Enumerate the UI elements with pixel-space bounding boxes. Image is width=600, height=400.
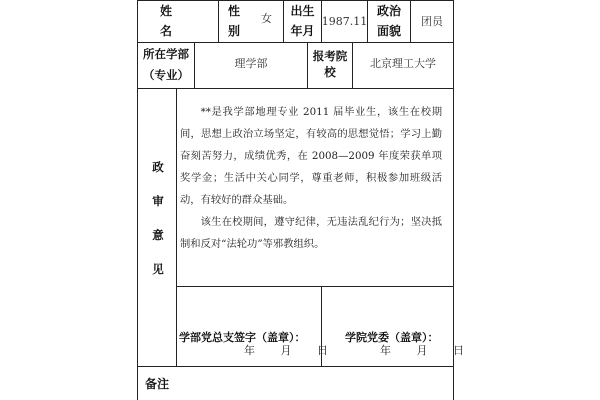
name-value [200,1,218,42]
sign-right-label: 学院党委（盖章）： [345,331,439,344]
remarks-value [177,367,453,400]
dept-label-bottom: （专业） [143,68,189,82]
review-label-divider [176,88,177,366]
gender-label-top: 性 [227,4,240,18]
dept-value: 理学部 [234,57,268,70]
dept-label [138,42,194,88]
birth-label-bottom: 年月 [290,24,315,38]
political-value: 团员 [421,15,443,28]
review-paragraph-2: 该生在校期间，遵守纪律，无违法乱纪行为；坚决抵制和反对“法轮功”等邪教组织。 [180,216,442,250]
gender-value: 女 [261,12,272,25]
review-label-char-4: 见 [152,262,164,276]
review-label [140,150,176,286]
school-value: 北京理工大学 [370,57,436,70]
name-label-bottom: 名 [159,24,172,38]
birth-label [284,0,321,42]
sign-top-line [176,286,453,287]
review-label-char-1: 政 [152,160,164,174]
school-label: 报考院校 [312,49,348,79]
political-label-top: 政治 [376,4,401,18]
row2-bottom-line [137,88,453,89]
birth-label-top: 出生 [290,4,315,18]
name-label-top: 姓 [159,4,172,18]
border-right [453,0,454,400]
sign-left-label: 学部党总支签字（盖章）： [179,331,306,344]
gender-label-bottom: 别 [227,24,240,38]
dept-label-top: 所在学部 [143,47,189,61]
sign-right-date: 年 月 日 [380,344,464,357]
remarks-label: 备注 [144,376,169,391]
birth-value: 1987.11 [321,14,368,28]
gender-label [219,0,249,42]
review-label-char-2: 审 [152,194,164,208]
political-label-bottom: 面貌 [376,24,401,38]
review-text [180,101,442,255]
review-paragraph-1: **是我学部地理专业 2011 届毕业生，该生在校期间，思想上政治立场坚定，有较高的思想觉悟；学习上勤奋刻苦努力，成绩优秀，在 2008—2009 年度荣获单项奖学金；生活中关心同学，尊重老师，积极参加班级活动，有较好的群众基础。 [180,106,442,206]
review-label-char-3: 意 [152,228,164,242]
sign-left-date: 年 月 日 [244,344,328,357]
political-label [368,0,410,42]
